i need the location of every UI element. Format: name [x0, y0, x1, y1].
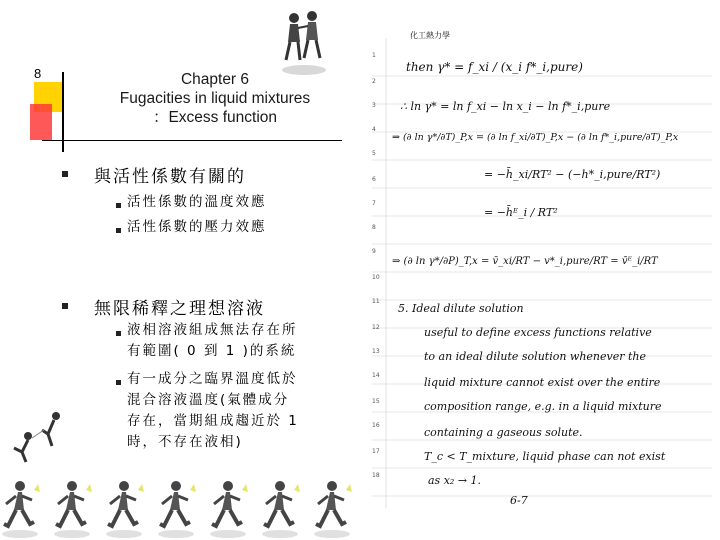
bullet-2-sub-2-line-1: 有一成分之臨界溫度低於: [127, 371, 298, 387]
bullet-square: [62, 303, 68, 309]
line-number: 15: [372, 398, 380, 405]
note-line-14: as x₂ → 1.: [428, 474, 482, 487]
line-number: 6: [372, 176, 376, 183]
bullet-2-sub-2: [127, 369, 299, 453]
bullet-2-sub-1-line-1: 液相溶液組成無法存在所: [127, 322, 298, 338]
line-number: 9: [372, 248, 376, 255]
line-number: 7: [372, 200, 376, 207]
sub-bullet-square: [116, 228, 121, 233]
bullet-2-sub-1-line-2: 有範圍( 0 到 1 )的系統: [127, 343, 297, 359]
note-line-2: ∴ ln γ* = ln f_xi − ln x_i − ln f*_i,pure: [400, 100, 611, 113]
title-line-2: Fugacities in liquid mixtures: [119, 90, 311, 107]
line-number: 10: [372, 274, 380, 281]
running-figures-row-icon: [0, 478, 360, 540]
line-number: 17: [372, 448, 380, 455]
sub-bullet-square: [116, 331, 121, 336]
line-number: 18: [372, 472, 380, 479]
line-number: 4: [372, 126, 376, 133]
note-line-11: composition range, e.g. in a liquid mixture: [424, 400, 662, 413]
note-line-3: ⇒ (∂ ln γ*/∂T)_P,x = (∂ ln f_xi/∂T)_P,x − (∂ ln f*_i,pure/∂T)_P,x: [392, 132, 679, 143]
note-line-5: = −h̄ᴱ_i / RT²: [484, 206, 558, 219]
climbing-figures-icon: [6, 408, 68, 464]
decorative-red-bar: [30, 104, 52, 140]
notes-header: 化工熱力學: [410, 31, 450, 40]
bullet-2-sub-2-line-4: 時，不存在液相): [127, 434, 243, 450]
note-line-8: useful to define excess functions relative: [424, 326, 652, 339]
bullet-2-sub-2-line-3: 存在，當期組成趨近於 1: [127, 413, 299, 429]
bullet-1-text: 與活性係數有關的: [94, 167, 246, 187]
sub-bullet-square: [116, 203, 121, 208]
note-line-12: containing a gaseous solute.: [424, 426, 583, 439]
line-number: 13: [372, 348, 380, 355]
note-line-7: 5. Ideal dilute solution: [398, 302, 524, 315]
people-figures-icon: [278, 8, 330, 78]
line-number: 8: [372, 224, 376, 231]
note-line-10: liquid mixture cannot exist over the entire: [424, 376, 661, 389]
line-number: 3: [372, 102, 376, 109]
note-line-6: ⇒ (∂ ln γ*/∂P)_T,x = v̄_xi/RT − v*_i,pure/RT = v̄ᴱ_i/RT: [392, 256, 658, 267]
note-line-4: = −h̄_xi/RT² − (−h*_i,pure/RT²): [484, 168, 661, 181]
line-number: 2: [372, 78, 376, 85]
bullet-1-sub-1: 活性係數的溫度效應: [127, 194, 267, 210]
decorative-horizontal-line: [42, 140, 342, 141]
bullet-1-sub-2: 活性係數的壓力效應: [127, 219, 267, 235]
sub-bullet-square: [116, 380, 121, 385]
title-line-1: Chapter 6: [180, 71, 250, 88]
note-page-number: 6-7: [510, 494, 528, 507]
line-number: 16: [372, 422, 380, 429]
title-line-3: ：Excess function: [152, 109, 278, 126]
line-number: 5: [372, 150, 376, 157]
bullet-square: [62, 171, 68, 177]
note-line-13: T_c < T_mixture, liquid phase can not exist: [424, 450, 666, 463]
slide-number: 8: [34, 66, 42, 81]
bullet-2-sub-2-line-2: 混合溶液溫度(氣體成分: [127, 392, 290, 408]
line-number: 14: [372, 372, 380, 379]
line-number: 12: [372, 324, 380, 331]
line-number: 11: [372, 298, 380, 305]
bullet-2-text: 無限稀釋之理想溶液: [94, 299, 265, 319]
bullet-2-sub-1: [127, 320, 298, 362]
handwritten-notes-panel: [372, 18, 712, 518]
line-number: 1: [372, 52, 376, 59]
note-line-1: then γ* = f_xi / (x_i f*_i,pure): [406, 60, 583, 74]
note-line-9: to an ideal dilute solution whenever the: [424, 350, 647, 363]
slide-title: [96, 70, 334, 127]
